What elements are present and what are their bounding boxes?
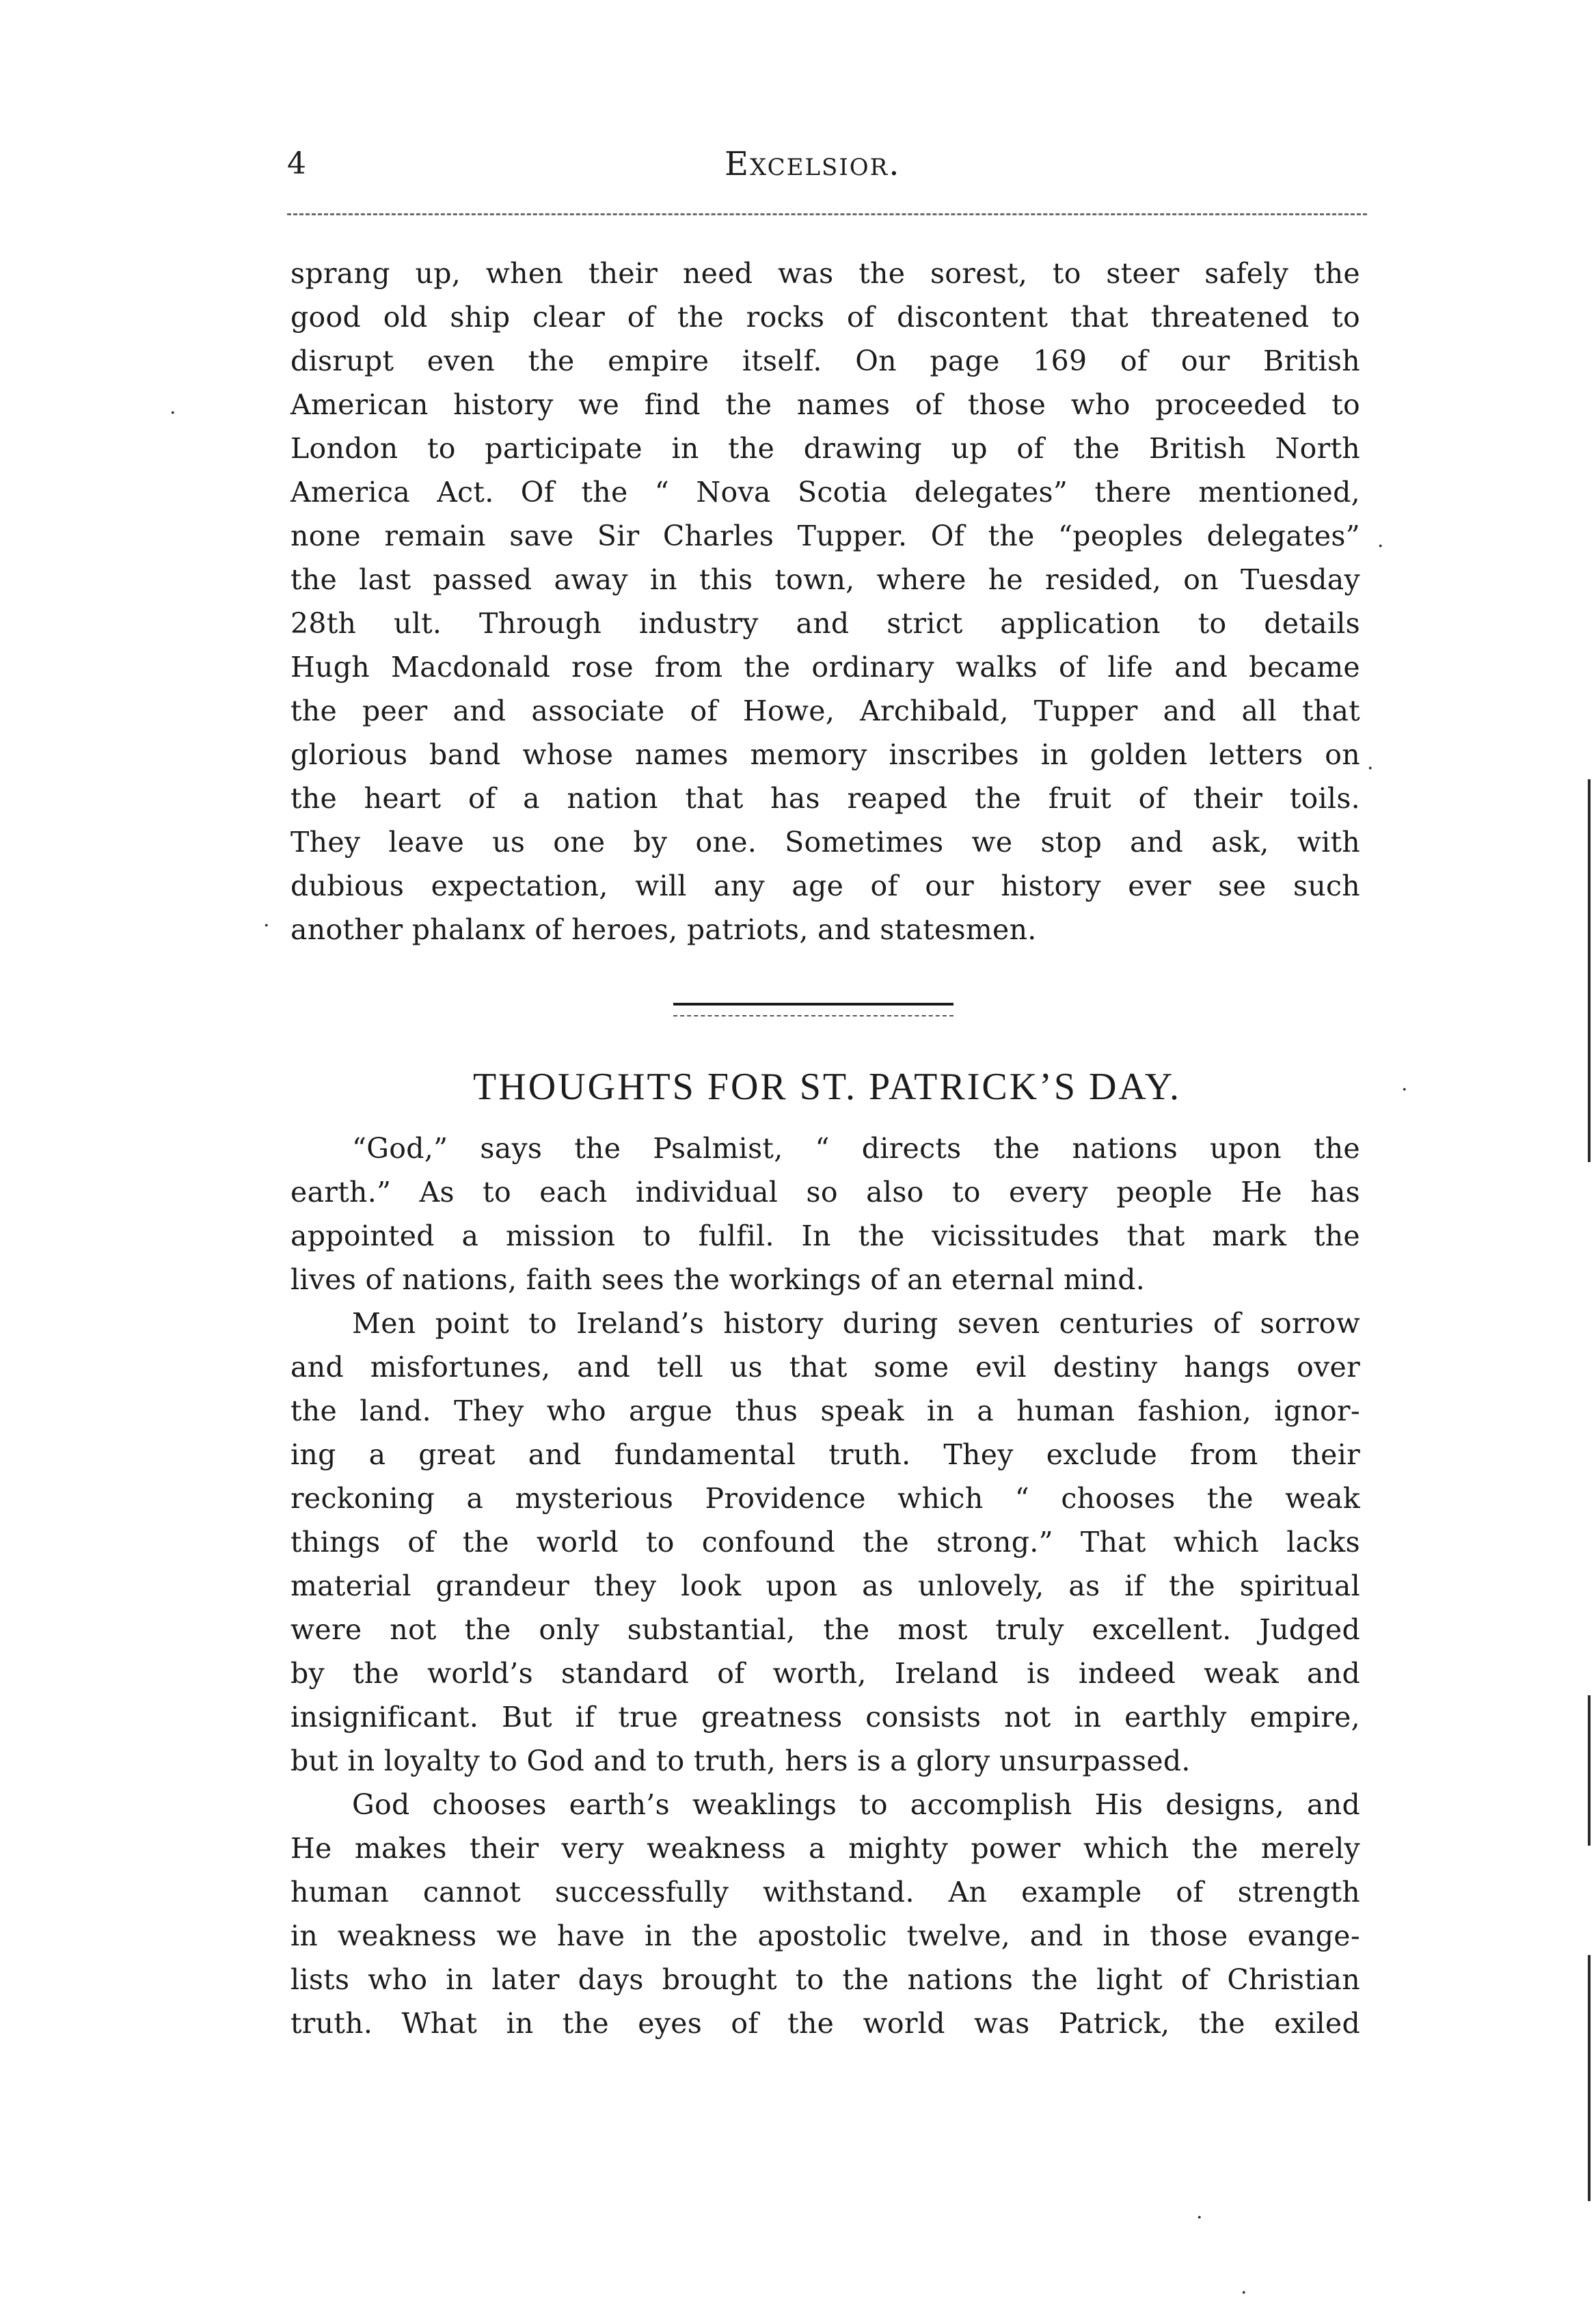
page-edge-shadow: [1588, 779, 1591, 1162]
text-line: glorious band whose names memory inscribes in golden letters on: [290, 738, 1360, 771]
article-paragraph-2: [290, 1302, 1360, 1783]
scan-speck-mark: ·: [263, 914, 270, 938]
text-line: American history we find the names of those who proceeded to: [290, 388, 1360, 421]
text-line: material grandeur they look upon as unlovely, as if the spiritual: [290, 1569, 1360, 1602]
scan-speck-mark: ·: [1377, 535, 1384, 558]
text-line: by the world’s standard of worth, Ireland is indeed weak and: [290, 1657, 1360, 1690]
text-line: London to participate in the drawing up of the British North: [290, 432, 1360, 465]
scan-speck-mark: ·: [1367, 757, 1374, 781]
text-line: “God,” says the Psalmist, “ directs the nations upon the: [352, 1132, 1360, 1165]
text-line: human cannot successfully withstand. An example of strength: [290, 1876, 1360, 1909]
section-separator-rule: [673, 1015, 953, 1016]
text-line: but in loyalty to God and to truth, hers is a glory unsurpassed.: [290, 1744, 1191, 1777]
text-line: another phalanx of heroes, patriots, and statesmen.: [290, 913, 1037, 946]
article-title: THOUGHTS FOR ST. PATRICK’S DAY.: [473, 1066, 1181, 1108]
page-number: 4: [287, 146, 306, 181]
scan-speck-mark: ·: [170, 401, 176, 425]
article-paragraph-3: [290, 1783, 1360, 2045]
section-separator-rule: [673, 1003, 953, 1006]
page-edge-shadow: [1588, 1695, 1591, 1846]
text-line: earth.” As to each individual so also to every people He has: [290, 1176, 1360, 1209]
article-paragraph-1: [290, 1127, 1360, 1302]
text-line: and misfortunes, and tell us that some evil destiny hangs over: [290, 1351, 1360, 1384]
text-line: good old ship clear of the rocks of discontent that threatened to: [290, 301, 1360, 334]
scan-speck-mark: ·: [1401, 1078, 1408, 1102]
text-line: the land. They who argue thus speak in a human fashion, ignor-: [290, 1394, 1360, 1427]
text-line: lives of nations, faith sees the workings of an eternal mind.: [290, 1263, 1146, 1296]
text-line: were not the only substantial, the most truly excellent. Judged: [290, 1613, 1360, 1646]
text-line: God chooses earth’s weaklings to accomplish His designs, and: [352, 1788, 1360, 1821]
text-line: in weakness we have in the apostolic twelve, and in those evange-: [290, 1919, 1360, 1952]
text-line: dubious expectation, will any age of our history ever see such: [290, 870, 1360, 902]
text-line: things of the world to confound the strong.” That which lacks: [290, 1526, 1360, 1559]
text-line: disrupt even the empire itself. On page 169 of our British: [290, 345, 1360, 377]
text-line: the last passed away in this town, where he resided, on Tuesday: [290, 563, 1360, 596]
text-line: insignificant. But if true greatness consists not in earthly empire,: [290, 1701, 1360, 1734]
text-line: Hugh Macdonald rose from the ordinary walks of life and became: [290, 651, 1360, 684]
text-line: truth. What in the eyes of the world was Patrick, the exiled: [290, 2007, 1360, 2040]
text-line: reckoning a mysterious Providence which “ chooses the weak: [290, 1482, 1360, 1515]
text-line: Men point to Ireland’s history during seven centuries of sorrow: [352, 1307, 1360, 1340]
running-title: Excelsior.: [725, 145, 901, 183]
text-line: the peer and associate of Howe, Archibald, Tupper and all that: [290, 695, 1360, 727]
scan-speck-mark: ·: [1196, 2206, 1203, 2230]
text-line: 28th ult. Through industry and strict application to details: [290, 607, 1360, 640]
scan-speck-mark: ·: [1241, 2281, 1247, 2305]
text-line: ing a great and fundamental truth. They exclude from their: [290, 1438, 1360, 1471]
page-edge-shadow: [1588, 1955, 1591, 2201]
text-line: They leave us one by one. Sometimes we stop and ask, with: [290, 826, 1360, 859]
text-line: He makes their very weakness a mighty power which the merely: [290, 1832, 1360, 1865]
text-line: America Act. Of the “ Nova Scotia delegates” there mentioned,: [290, 476, 1360, 509]
text-line: appointed a mission to fulfil. In the vicissitudes that mark the: [290, 1219, 1360, 1252]
text-line: none remain save Sir Charles Tupper. Of the “peoples delegates”: [290, 520, 1360, 552]
header-rule: [287, 213, 1367, 215]
text-line: lists who in later days brought to the nations the light of Christian: [290, 1963, 1360, 1996]
continued-paragraph: [290, 252, 1360, 952]
text-line: sprang up, when their need was the sorest, to steer safely the: [290, 257, 1360, 290]
text-line: the heart of a nation that has reaped the fruit of their toils.: [290, 782, 1360, 815]
